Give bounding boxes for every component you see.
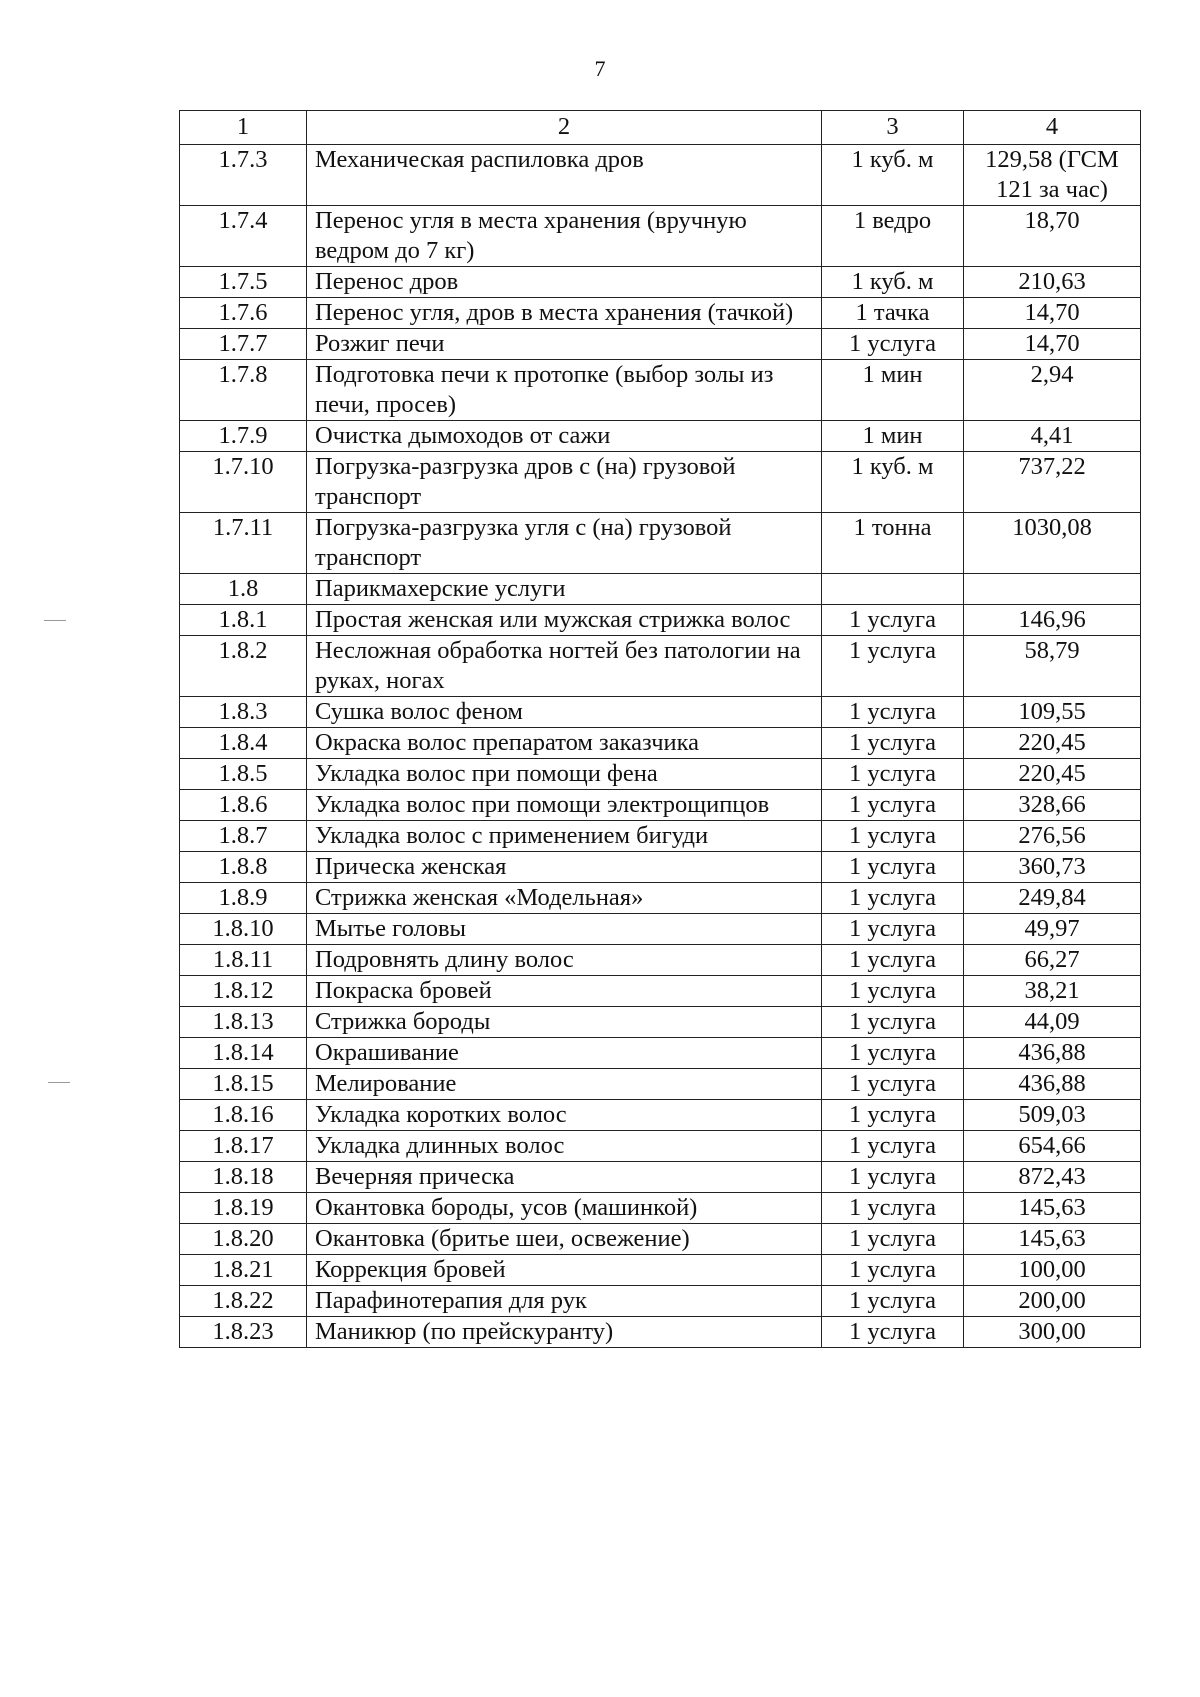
cell-num: 1.7.6 — [180, 298, 307, 329]
cell-unit: 1 услуга — [822, 1193, 964, 1224]
cell-price: 200,00 — [964, 1286, 1141, 1317]
cell-num: 1.7.3 — [180, 145, 307, 206]
cell-num: 1.8.19 — [180, 1193, 307, 1224]
cell-name: Окраска волос препаратом заказчика — [307, 728, 822, 759]
table-row — [180, 145, 1141, 206]
cell-num: 1.8 — [180, 574, 307, 605]
cell-num: 1.8.17 — [180, 1131, 307, 1162]
cell-name: Покраска бровей — [307, 976, 822, 1007]
table-row — [180, 298, 1141, 329]
table-row — [180, 759, 1141, 790]
cell-unit: 1 услуга — [822, 821, 964, 852]
cell-name: Укладка длинных волос — [307, 1131, 822, 1162]
cell-name: Укладка волос с применением бигуди — [307, 821, 822, 852]
cell-num: 1.8.21 — [180, 1255, 307, 1286]
cell-num: 1.7.4 — [180, 206, 307, 267]
cell-unit: 1 услуга — [822, 329, 964, 360]
cell-price: 249,84 — [964, 883, 1141, 914]
cell-name: Укладка волос при помощи электрощипцов — [307, 790, 822, 821]
cell-name: Маникюр (по прейскуранту) — [307, 1317, 822, 1348]
cell-num: 1.8.4 — [180, 728, 307, 759]
cell-num: 1.8.22 — [180, 1286, 307, 1317]
cell-unit: 1 мин — [822, 421, 964, 452]
cell-num: 1.8.5 — [180, 759, 307, 790]
table-row — [180, 1255, 1141, 1286]
cell-unit: 1 услуга — [822, 605, 964, 636]
table-row — [180, 329, 1141, 360]
table-row — [180, 1317, 1141, 1348]
cell-price: 146,96 — [964, 605, 1141, 636]
cell-name: Перенос угля в места хранения (вручную ведром до 7 кг) — [307, 206, 822, 267]
cell-price: 145,63 — [964, 1193, 1141, 1224]
cell-unit: 1 услуга — [822, 759, 964, 790]
cell-unit: 1 услуга — [822, 945, 964, 976]
cell-unit: 1 услуга — [822, 1100, 964, 1131]
cell-price: 44,09 — [964, 1007, 1141, 1038]
cell-name: Погрузка-разгрузка угля с (на) грузовой транспорт — [307, 513, 822, 574]
table-row — [180, 790, 1141, 821]
cell-unit: 1 услуга — [822, 914, 964, 945]
cell-name: Несложная обработка ногтей без патологии на руках, ногах — [307, 636, 822, 697]
cell-unit: 1 тачка — [822, 298, 964, 329]
cell-name: Сушка волос феном — [307, 697, 822, 728]
cell-price: 654,66 — [964, 1131, 1141, 1162]
table-row — [180, 360, 1141, 421]
cell-price: 220,45 — [964, 728, 1141, 759]
cell-unit: 1 услуга — [822, 852, 964, 883]
table-row — [180, 1069, 1141, 1100]
cell-unit: 1 услуга — [822, 636, 964, 697]
table-row — [180, 1286, 1141, 1317]
cell-num: 1.8.14 — [180, 1038, 307, 1069]
table-body — [180, 145, 1141, 1348]
cell-price: 14,70 — [964, 298, 1141, 329]
cell-num: 1.8.10 — [180, 914, 307, 945]
cell-num: 1.8.2 — [180, 636, 307, 697]
cell-num: 1.7.5 — [180, 267, 307, 298]
cell-unit: 1 услуга — [822, 1007, 964, 1038]
cell-price: 4,41 — [964, 421, 1141, 452]
cell-num: 1.8.6 — [180, 790, 307, 821]
table-row — [180, 421, 1141, 452]
cell-name: Парикмахерские услуги — [307, 574, 822, 605]
cell-name: Коррекция бровей — [307, 1255, 822, 1286]
cell-price: 18,70 — [964, 206, 1141, 267]
cell-num: 1.8.7 — [180, 821, 307, 852]
table-row — [180, 452, 1141, 513]
margin-mark — [44, 620, 66, 621]
header-row — [180, 111, 1141, 145]
cell-price: 2,94 — [964, 360, 1141, 421]
table-row — [180, 206, 1141, 267]
cell-unit: 1 услуга — [822, 1069, 964, 1100]
cell-price: 100,00 — [964, 1255, 1141, 1286]
table-row — [180, 267, 1141, 298]
header-col-3: 3 — [822, 111, 964, 145]
cell-price — [964, 574, 1141, 605]
cell-price: 210,63 — [964, 267, 1141, 298]
cell-name: Стрижка женская «Модельная» — [307, 883, 822, 914]
cell-price: 328,66 — [964, 790, 1141, 821]
cell-unit: 1 услуга — [822, 1255, 964, 1286]
cell-unit: 1 тонна — [822, 513, 964, 574]
cell-unit: 1 куб. м — [822, 145, 964, 206]
table-row — [180, 1038, 1141, 1069]
table-row — [180, 914, 1141, 945]
cell-num: 1.8.13 — [180, 1007, 307, 1038]
table-row — [180, 852, 1141, 883]
cell-name: Погрузка-разгрузка дров с (на) грузовой транспорт — [307, 452, 822, 513]
table-row — [180, 636, 1141, 697]
cell-price: 509,03 — [964, 1100, 1141, 1131]
cell-name: Подготовка печи к протопке (выбор золы из печи, просев) — [307, 360, 822, 421]
table-row — [180, 1131, 1141, 1162]
cell-num: 1.7.11 — [180, 513, 307, 574]
cell-num: 1.7.8 — [180, 360, 307, 421]
cell-unit: 1 куб. м — [822, 267, 964, 298]
cell-name: Механическая распиловка дров — [307, 145, 822, 206]
header-col-4: 4 — [964, 111, 1141, 145]
table-row — [180, 1007, 1141, 1038]
cell-price: 436,88 — [964, 1038, 1141, 1069]
cell-unit: 1 услуга — [822, 1286, 964, 1317]
cell-num: 1.8.3 — [180, 697, 307, 728]
cell-name: Парафинотерапия для рук — [307, 1286, 822, 1317]
cell-name: Прическа женская — [307, 852, 822, 883]
cell-num: 1.8.23 — [180, 1317, 307, 1348]
cell-price: 1030,08 — [964, 513, 1141, 574]
cell-price: 872,43 — [964, 1162, 1141, 1193]
cell-unit: 1 услуга — [822, 1162, 964, 1193]
cell-unit: 1 ведро — [822, 206, 964, 267]
cell-num: 1.7.7 — [180, 329, 307, 360]
cell-unit: 1 услуга — [822, 728, 964, 759]
cell-num: 1.8.8 — [180, 852, 307, 883]
cell-name: Окрашивание — [307, 1038, 822, 1069]
table-row — [180, 1193, 1141, 1224]
cell-name: Мелирование — [307, 1069, 822, 1100]
cell-price: 58,79 — [964, 636, 1141, 697]
table-row — [180, 976, 1141, 1007]
cell-name: Очистка дымоходов от сажи — [307, 421, 822, 452]
cell-name: Вечерняя прическа — [307, 1162, 822, 1193]
cell-price: 49,97 — [964, 914, 1141, 945]
table-row — [180, 1224, 1141, 1255]
table-row — [180, 513, 1141, 574]
table-row — [180, 697, 1141, 728]
header-col-2: 2 — [307, 111, 822, 145]
cell-price: 38,21 — [964, 976, 1141, 1007]
cell-price: 129,58 (ГСМ 121 за час) — [964, 145, 1141, 206]
cell-unit: 1 услуга — [822, 976, 964, 1007]
cell-name: Окантовка бороды, усов (машинкой) — [307, 1193, 822, 1224]
cell-unit: 1 услуга — [822, 1224, 964, 1255]
cell-unit: 1 услуга — [822, 883, 964, 914]
cell-name: Стрижка бороды — [307, 1007, 822, 1038]
cell-price: 220,45 — [964, 759, 1141, 790]
table-row — [180, 883, 1141, 914]
table-row — [180, 945, 1141, 976]
cell-num: 1.7.10 — [180, 452, 307, 513]
margin-mark — [48, 1082, 70, 1083]
cell-num: 1.8.9 — [180, 883, 307, 914]
cell-name: Розжиг печи — [307, 329, 822, 360]
cell-price: 360,73 — [964, 852, 1141, 883]
cell-unit — [822, 574, 964, 605]
cell-name: Укладка волос при помощи фена — [307, 759, 822, 790]
cell-num: 1.8.18 — [180, 1162, 307, 1193]
table-row — [180, 821, 1141, 852]
header-col-1: 1 — [180, 111, 307, 145]
cell-num: 1.8.15 — [180, 1069, 307, 1100]
cell-name: Подровнять длину волос — [307, 945, 822, 976]
table-row — [180, 1162, 1141, 1193]
cell-num: 1.8.16 — [180, 1100, 307, 1131]
cell-price: 300,00 — [964, 1317, 1141, 1348]
price-table — [179, 110, 1141, 1348]
cell-num: 1.7.9 — [180, 421, 307, 452]
page-number: 7 — [594, 56, 606, 81]
table-row — [180, 574, 1141, 605]
cell-price: 737,22 — [964, 452, 1141, 513]
cell-num: 1.8.11 — [180, 945, 307, 976]
cell-num: 1.8.1 — [180, 605, 307, 636]
cell-num: 1.8.12 — [180, 976, 307, 1007]
cell-name: Перенос угля, дров в места хранения (тачкой) — [307, 298, 822, 329]
table-row — [180, 1100, 1141, 1131]
cell-price: 109,55 — [964, 697, 1141, 728]
cell-name: Мытье головы — [307, 914, 822, 945]
cell-unit: 1 услуга — [822, 697, 964, 728]
cell-price: 66,27 — [964, 945, 1141, 976]
cell-price: 14,70 — [964, 329, 1141, 360]
cell-unit: 1 услуга — [822, 1131, 964, 1162]
cell-unit: 1 куб. м — [822, 452, 964, 513]
cell-price: 276,56 — [964, 821, 1141, 852]
table-row — [180, 605, 1141, 636]
cell-name: Укладка коротких волос — [307, 1100, 822, 1131]
cell-price: 145,63 — [964, 1224, 1141, 1255]
cell-unit: 1 услуга — [822, 1038, 964, 1069]
cell-name: Перенос дров — [307, 267, 822, 298]
cell-unit: 1 мин — [822, 360, 964, 421]
table-row — [180, 728, 1141, 759]
cell-name: Окантовка (бритье шеи, освежение) — [307, 1224, 822, 1255]
cell-unit: 1 услуга — [822, 790, 964, 821]
cell-unit: 1 услуга — [822, 1317, 964, 1348]
cell-price: 436,88 — [964, 1069, 1141, 1100]
cell-name: Простая женская или мужская стрижка волос — [307, 605, 822, 636]
cell-num: 1.8.20 — [180, 1224, 307, 1255]
